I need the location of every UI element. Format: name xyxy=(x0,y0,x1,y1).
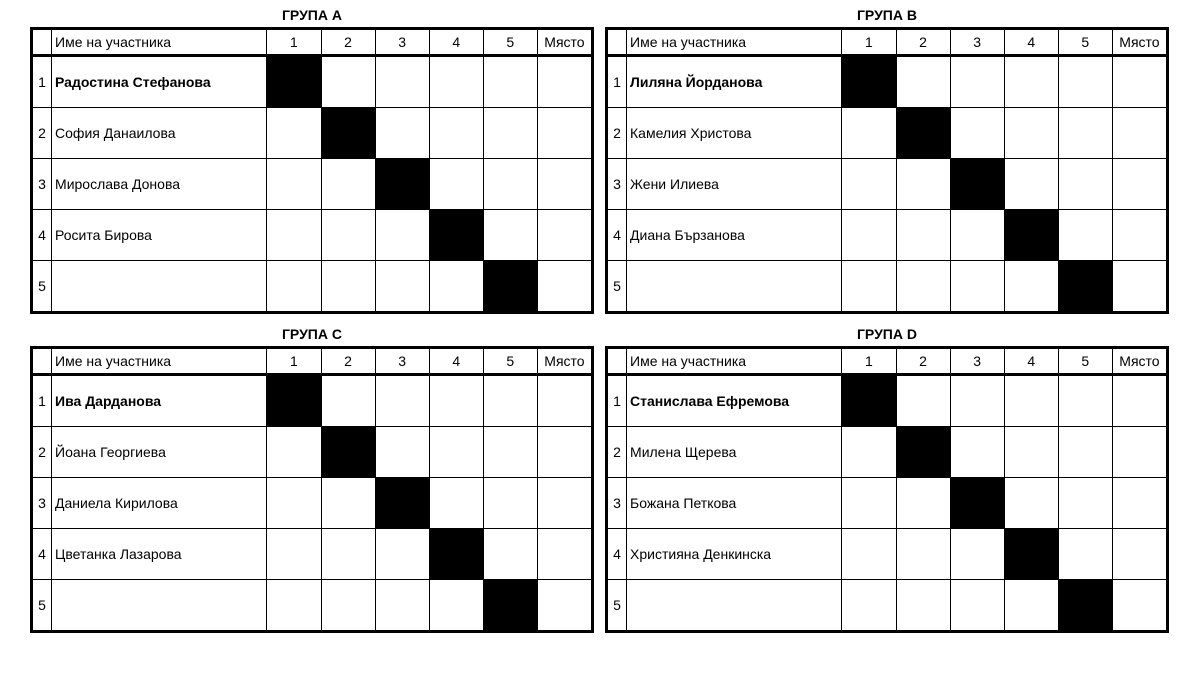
place-cell xyxy=(1112,108,1167,159)
result-cell xyxy=(896,529,950,580)
result-cell xyxy=(1058,375,1112,427)
table-row xyxy=(32,375,593,427)
place-cell xyxy=(537,375,592,427)
participant-name: Мирослава Донова xyxy=(52,159,267,210)
header-column-5: 5 xyxy=(1058,348,1112,375)
participant-name: Йоана Георгиева xyxy=(52,427,267,478)
blocked-cell xyxy=(1058,580,1112,632)
participant-name: София Данаилова xyxy=(52,108,267,159)
result-cell xyxy=(896,56,950,108)
result-cell xyxy=(1058,427,1112,478)
result-cell xyxy=(429,580,483,632)
row-number: 5 xyxy=(32,580,52,632)
result-cell xyxy=(267,261,321,313)
result-cell xyxy=(483,108,537,159)
participant-name: Даниела Кирилова xyxy=(52,478,267,529)
blocked-cell xyxy=(842,56,896,108)
place-cell xyxy=(1112,529,1167,580)
table-row xyxy=(32,478,593,529)
table-row xyxy=(32,261,593,313)
result-cell xyxy=(483,210,537,261)
header-column-4: 4 xyxy=(1004,348,1058,375)
group-c xyxy=(30,322,594,633)
participant-name: Цветанка Лазарова xyxy=(52,529,267,580)
result-cell xyxy=(483,56,537,108)
result-cell xyxy=(429,108,483,159)
place-cell xyxy=(1112,580,1167,632)
result-cell xyxy=(1058,159,1112,210)
table-row xyxy=(32,210,593,261)
group-a-table xyxy=(30,27,594,314)
header-place: Място xyxy=(1112,348,1167,375)
table-row xyxy=(607,210,1168,261)
result-cell xyxy=(950,108,1004,159)
blocked-cell xyxy=(429,210,483,261)
header-column-3: 3 xyxy=(950,348,1004,375)
header-index-cell xyxy=(607,29,627,56)
group-b xyxy=(605,3,1169,314)
row-number: 5 xyxy=(607,261,627,313)
result-cell xyxy=(1004,478,1058,529)
blocked-cell xyxy=(896,427,950,478)
result-cell xyxy=(950,261,1004,313)
row-number: 5 xyxy=(607,580,627,632)
result-cell xyxy=(950,580,1004,632)
result-cell xyxy=(896,375,950,427)
result-cell xyxy=(1004,56,1058,108)
header-name: Име на участника xyxy=(52,348,267,375)
participant-name xyxy=(52,261,267,313)
place-cell xyxy=(537,427,592,478)
header-column-2: 2 xyxy=(896,29,950,56)
row-number: 5 xyxy=(32,261,52,313)
table-row xyxy=(607,261,1168,313)
table-row xyxy=(607,478,1168,529)
result-cell xyxy=(1058,210,1112,261)
place-cell xyxy=(1112,56,1167,108)
result-cell xyxy=(375,108,429,159)
result-cell xyxy=(1004,580,1058,632)
header-place: Място xyxy=(537,29,592,56)
header-row xyxy=(607,348,1168,375)
row-number: 2 xyxy=(32,108,52,159)
place-cell xyxy=(537,580,592,632)
place-cell xyxy=(1112,159,1167,210)
header-name: Име на участника xyxy=(627,29,842,56)
header-column-3: 3 xyxy=(950,29,1004,56)
header-column-4: 4 xyxy=(1004,29,1058,56)
header-column-2: 2 xyxy=(321,29,375,56)
table-row xyxy=(607,375,1168,427)
header-index-cell xyxy=(607,348,627,375)
result-cell xyxy=(1004,375,1058,427)
result-cell xyxy=(267,108,321,159)
table-row xyxy=(32,159,593,210)
result-cell xyxy=(896,478,950,529)
result-cell xyxy=(842,210,896,261)
result-cell xyxy=(896,159,950,210)
result-cell xyxy=(1004,159,1058,210)
result-cell xyxy=(375,580,429,632)
participant-name: Радостина Стефанова xyxy=(52,56,267,108)
header-column-2: 2 xyxy=(321,348,375,375)
result-cell xyxy=(950,56,1004,108)
header-column-1: 1 xyxy=(267,29,321,56)
result-cell xyxy=(267,580,321,632)
result-cell xyxy=(842,108,896,159)
blocked-cell xyxy=(1004,210,1058,261)
result-cell xyxy=(1058,529,1112,580)
row-number: 4 xyxy=(607,529,627,580)
header-column-4: 4 xyxy=(429,348,483,375)
result-cell xyxy=(375,56,429,108)
result-cell xyxy=(321,529,375,580)
place-cell xyxy=(537,210,592,261)
header-row xyxy=(32,29,593,56)
participant-name xyxy=(52,580,267,632)
blocked-cell xyxy=(950,159,1004,210)
blocked-cell xyxy=(321,108,375,159)
result-cell xyxy=(896,580,950,632)
header-column-3: 3 xyxy=(375,29,429,56)
result-cell xyxy=(321,580,375,632)
place-cell xyxy=(537,56,592,108)
header-column-1: 1 xyxy=(842,348,896,375)
place-cell xyxy=(1112,210,1167,261)
result-cell xyxy=(483,375,537,427)
header-column-5: 5 xyxy=(483,29,537,56)
header-place: Място xyxy=(537,348,592,375)
result-cell xyxy=(842,159,896,210)
result-cell xyxy=(842,529,896,580)
result-cell xyxy=(375,529,429,580)
table-row xyxy=(607,427,1168,478)
group-title: ГРУПА D xyxy=(857,326,917,342)
result-cell xyxy=(267,159,321,210)
blocked-cell xyxy=(483,580,537,632)
row-number: 1 xyxy=(607,375,627,427)
result-cell xyxy=(1058,56,1112,108)
result-cell xyxy=(842,580,896,632)
result-cell xyxy=(483,529,537,580)
row-number: 4 xyxy=(32,210,52,261)
blocked-cell xyxy=(267,56,321,108)
place-cell xyxy=(537,159,592,210)
group-b-table xyxy=(605,27,1169,314)
group-title: ГРУПА B xyxy=(857,7,917,23)
result-cell xyxy=(896,210,950,261)
header-name: Име на участника xyxy=(52,29,267,56)
header-column-3: 3 xyxy=(375,348,429,375)
place-cell xyxy=(537,478,592,529)
place-cell xyxy=(1112,427,1167,478)
result-cell xyxy=(1004,261,1058,313)
row-number: 1 xyxy=(607,56,627,108)
result-cell xyxy=(1058,108,1112,159)
header-column-1: 1 xyxy=(267,348,321,375)
result-cell xyxy=(267,529,321,580)
group-a xyxy=(30,3,594,314)
table-row xyxy=(32,108,593,159)
result-cell xyxy=(429,478,483,529)
result-cell xyxy=(429,261,483,313)
blocked-cell xyxy=(1058,261,1112,313)
group-title: ГРУПА C xyxy=(282,326,342,342)
blocked-cell xyxy=(896,108,950,159)
blocked-cell xyxy=(842,375,896,427)
result-cell xyxy=(267,478,321,529)
result-cell xyxy=(321,159,375,210)
result-cell xyxy=(429,56,483,108)
participant-name: Диана Бързанова xyxy=(627,210,842,261)
table-row xyxy=(607,580,1168,632)
result-cell xyxy=(950,529,1004,580)
result-cell xyxy=(429,427,483,478)
result-cell xyxy=(950,210,1004,261)
participant-name: Жени Илиева xyxy=(627,159,842,210)
blocked-cell xyxy=(375,478,429,529)
place-cell xyxy=(1112,375,1167,427)
place-cell xyxy=(1112,478,1167,529)
group-d xyxy=(605,322,1169,633)
participant-name: Божана Петкова xyxy=(627,478,842,529)
place-cell xyxy=(537,108,592,159)
result-cell xyxy=(429,375,483,427)
table-row xyxy=(32,529,593,580)
table-row xyxy=(32,427,593,478)
table-row xyxy=(607,529,1168,580)
table-row xyxy=(32,56,593,108)
header-column-1: 1 xyxy=(842,29,896,56)
result-cell xyxy=(1058,478,1112,529)
participant-name: Християна Денкинска xyxy=(627,529,842,580)
result-cell xyxy=(1004,108,1058,159)
participant-name: Станислава Ефремова xyxy=(627,375,842,427)
result-cell xyxy=(321,375,375,427)
header-column-4: 4 xyxy=(429,29,483,56)
table-row xyxy=(607,108,1168,159)
result-cell xyxy=(321,210,375,261)
place-cell xyxy=(537,261,592,313)
row-number: 1 xyxy=(32,56,52,108)
row-number: 4 xyxy=(607,210,627,261)
blocked-cell xyxy=(950,478,1004,529)
place-cell xyxy=(1112,261,1167,313)
row-number: 4 xyxy=(32,529,52,580)
participant-name: Ива Дарданова xyxy=(52,375,267,427)
result-cell xyxy=(321,261,375,313)
header-place: Място xyxy=(1112,29,1167,56)
result-cell xyxy=(375,210,429,261)
group-c-table xyxy=(30,346,594,633)
row-number: 3 xyxy=(32,478,52,529)
result-cell xyxy=(267,427,321,478)
place-cell xyxy=(537,529,592,580)
blocked-cell xyxy=(429,529,483,580)
participant-name: Росита Бирова xyxy=(52,210,267,261)
header-column-5: 5 xyxy=(1058,29,1112,56)
header-name: Име на участника xyxy=(627,348,842,375)
result-cell xyxy=(267,210,321,261)
participant-name xyxy=(627,580,842,632)
group-d-table xyxy=(605,346,1169,633)
result-cell xyxy=(483,427,537,478)
blocked-cell xyxy=(267,375,321,427)
result-cell xyxy=(842,261,896,313)
group-title: ГРУПА A xyxy=(282,7,342,23)
result-cell xyxy=(483,478,537,529)
result-cell xyxy=(429,159,483,210)
row-number: 1 xyxy=(32,375,52,427)
header-index-cell xyxy=(32,348,52,375)
table-row xyxy=(32,580,593,632)
result-cell xyxy=(842,478,896,529)
blocked-cell xyxy=(375,159,429,210)
row-number: 2 xyxy=(607,108,627,159)
header-row xyxy=(32,348,593,375)
row-number: 2 xyxy=(607,427,627,478)
result-cell xyxy=(321,56,375,108)
result-cell xyxy=(1004,427,1058,478)
table-row xyxy=(607,56,1168,108)
participant-name: Лиляна Йорданова xyxy=(627,56,842,108)
row-number: 3 xyxy=(607,478,627,529)
header-index-cell xyxy=(32,29,52,56)
blocked-cell xyxy=(321,427,375,478)
result-cell xyxy=(842,427,896,478)
header-column-5: 5 xyxy=(483,348,537,375)
result-cell xyxy=(950,375,1004,427)
row-number: 3 xyxy=(32,159,52,210)
result-cell xyxy=(375,375,429,427)
participant-name xyxy=(627,261,842,313)
blocked-cell xyxy=(1004,529,1058,580)
row-number: 3 xyxy=(607,159,627,210)
result-cell xyxy=(950,427,1004,478)
blocked-cell xyxy=(483,261,537,313)
result-cell xyxy=(483,159,537,210)
result-cell xyxy=(375,427,429,478)
participant-name: Камелия Христова xyxy=(627,108,842,159)
result-cell xyxy=(321,478,375,529)
row-number: 2 xyxy=(32,427,52,478)
result-cell xyxy=(375,261,429,313)
result-cell xyxy=(896,261,950,313)
participant-name: Милена Щерева xyxy=(627,427,842,478)
table-row xyxy=(607,159,1168,210)
header-column-2: 2 xyxy=(896,348,950,375)
header-row xyxy=(607,29,1168,56)
